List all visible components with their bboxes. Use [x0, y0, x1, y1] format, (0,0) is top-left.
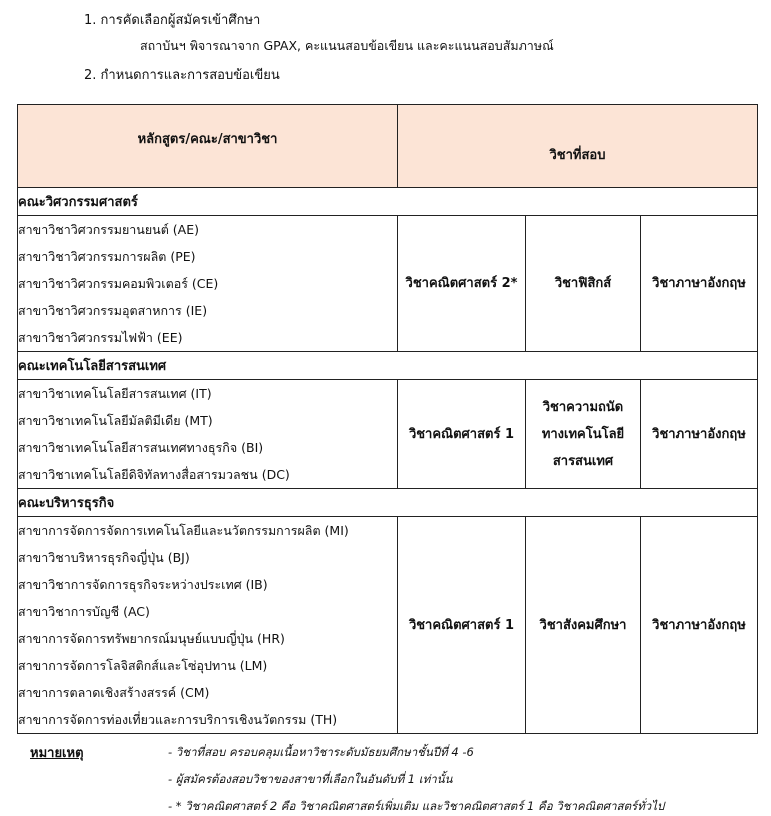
faculty-name: คณะวิศวกรรมศาสตร์ [18, 188, 758, 216]
subject-cell: วิชาภาษาอังกฤษ [641, 380, 758, 489]
faculty-name: คณะบริหารธุรกิจ [18, 489, 758, 517]
list-item: สาขาวิชาการจัดการธุรกิจระหว่างประเทศ (IB) [18, 577, 268, 592]
list-item: สาขาวิชาบริหารธุรกิจญี่ปุ่น (BJ) [18, 550, 190, 565]
list-item: สาขาวิชาวิศวกรรมยานยนต์ (AE) [18, 222, 199, 237]
list-item: สาขาวิชาวิศวกรรมคอมพิวเตอร์ (CE) [18, 276, 219, 291]
list-item: สาขาวิชาเทคโนโลยีสารสนเทศทางธุรกิจ (BI) [18, 440, 264, 455]
list-item: สาขาวิชาเทคโนโลยีมัลติมีเดีย (MT) [18, 413, 213, 428]
subject-cell: วิชาความถนัด ทางเทคโนโลยี สารสนเทศ [526, 380, 641, 489]
list-item: สาขาการจัดการทรัพยากรณ์มนุษย์แบบญี่ปุ่น (HR) [18, 631, 285, 646]
note-item: - * วิชาคณิตศาสตร์ 2 คือ วิชาคณิตศาสตร์เพิ่มเติม และวิชาคณิตศาสตร์ 1 คือ วิชาคณิตศาสตร์ทั่วไป [168, 799, 665, 813]
faculty-row [18, 489, 758, 517]
intro-item-1-detail: สถาบันฯ พิจารณาจาก GPAX, คะแนนสอบข้อเขียน และคะแนนสอบสัมภาษณ์ [140, 38, 554, 53]
list-item: สาขาวิชาเทคโนโลยีดิจิทัลทางสื่อสารมวลชน (DC) [18, 467, 290, 482]
header-program: หลักสูตร/คณะ/สาขาวิชา [18, 105, 398, 188]
faculty-row [18, 188, 758, 216]
program-list [18, 517, 398, 734]
subject-cell: วิชาฟิสิกส์ [526, 216, 641, 352]
faculty-row [18, 352, 758, 380]
list-item: สาขาวิชาการบัญชี (AC) [18, 604, 150, 619]
subject-cell: วิชาคณิตศาสตร์ 1 [398, 517, 526, 734]
list-item: สาขาวิชาเทคโนโลยีสารสนเทศ (IT) [18, 386, 212, 401]
list-item: สาขาวิชาวิศวกรรมการผลิต (PE) [18, 249, 196, 264]
intro-item-1: 1. การคัดเลือกผู้สมัครเข้าศึกษา [84, 13, 261, 28]
subject-cell: วิชาสังคมศึกษา [526, 517, 641, 734]
note-item: - ผู้สมัครต้องสอบวิชาของสาขาที่เลือกในอันดับที่ 1 เท่านั้น [168, 772, 453, 786]
program-list [18, 216, 398, 352]
program-row [18, 216, 758, 352]
program-row [18, 517, 758, 734]
table-header-row [18, 105, 758, 188]
list-item: สาขาวิชาวิศวกรรมอุตสาหการ (IE) [18, 303, 208, 318]
list-item: สาขาการจัดการโลจิสติกส์และโซ่อุปทาน (LM) [18, 658, 268, 673]
program-list [18, 380, 398, 489]
program-row [18, 380, 758, 489]
intro-item-2: 2. กำหนดการและการสอบข้อเขียน [84, 68, 280, 83]
subject-cell: วิชาภาษาอังกฤษ [641, 517, 758, 734]
subject-cell: วิชาคณิตศาสตร์ 2* [398, 216, 526, 352]
list-item: สาขาการจัดการท่องเที่ยวและการบริการเชิงนวัตกรรม (TH) [18, 712, 338, 727]
subject-cell: วิชาภาษาอังกฤษ [641, 216, 758, 352]
note-item: - วิชาที่สอบ ครอบคลุมเนื้อหาวิชาระดับมัธยมศึกษาชั้นปีที่ 4 -6 [168, 745, 474, 759]
list-item: สาขาการจัดการจัดการเทคโนโลยีและนวัตกรรมการผลิต (MI) [18, 523, 349, 538]
exam-subject-table [17, 104, 758, 734]
list-item: สาขาวิชาวิศวกรรมไฟฟ้า (EE) [18, 330, 183, 345]
subject-cell: วิชาคณิตศาสตร์ 1 [398, 380, 526, 489]
notes-label: หมายเหตุ [30, 746, 84, 761]
header-subject: วิชาที่สอบ [398, 105, 758, 188]
list-item: สาขาการตลาดเชิงสร้างสรรค์ (CM) [18, 685, 210, 700]
faculty-name: คณะเทคโนโลยีสารสนเทศ [18, 352, 758, 380]
